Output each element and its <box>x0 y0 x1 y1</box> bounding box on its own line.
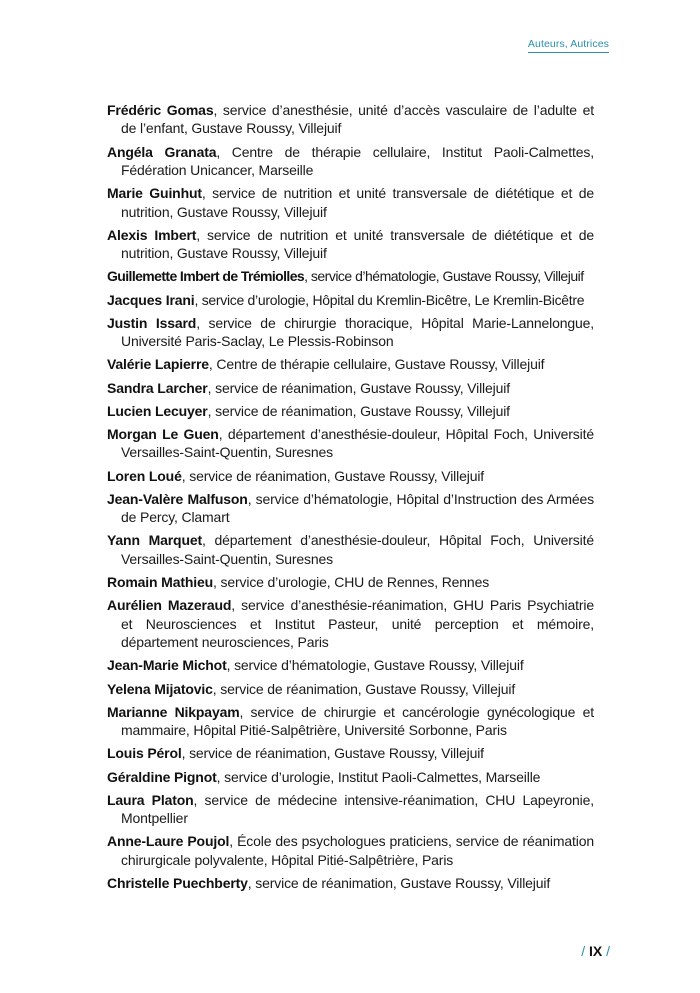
author-entry <box>107 379 594 397</box>
author-affiliation: , département d’anesthésie-douleur, Hôpital Foch, Université Versailles-Saint-Quentin, Suresnes <box>121 426 594 461</box>
author-entry <box>107 596 594 651</box>
author-affiliation: , Centre de thérapie cellulaire, Institut Paoli-Calmettes, Fédération Unicancer, Marseille <box>121 143 594 179</box>
author-affiliation: , service d’urologie, CHU de Rennes, Rennes <box>213 574 490 591</box>
author-name: Christelle Puechberty <box>107 874 248 891</box>
author-name: Angéla Granata <box>107 143 217 160</box>
author-name: Lucien Lecuyer <box>107 402 208 419</box>
author-entry <box>107 874 594 892</box>
author-name: Yelena Mijatovic <box>107 680 213 697</box>
author-affiliation: , service de réanimation, Gustave Roussy, Villejuif <box>207 379 510 396</box>
author-affiliation: , service d’hématologie, Gustave Roussy, Villejuif <box>226 657 524 674</box>
author-entry <box>107 355 594 373</box>
author-affiliation: , service de réanimation, Gustave Roussy, Villejuif <box>247 874 551 891</box>
author-name: Jean-Valère Malfuson <box>107 490 248 507</box>
author-affiliation: , service de nutrition et unité transversale de diététique et de nutrition, Gustave Roussy, Villejuif <box>121 185 594 220</box>
author-name: Frédéric Gomas <box>107 102 214 118</box>
author-entry <box>107 291 594 309</box>
page-number <box>581 943 610 959</box>
author-name: Morgan Le Guen <box>107 426 219 443</box>
author-name: Aurélien Mazeraud <box>107 597 232 614</box>
author-entry <box>107 703 594 740</box>
author-entry <box>107 744 594 762</box>
page-number-value: IX <box>588 943 603 959</box>
author-name: Valérie Lapierre <box>107 356 209 373</box>
author-affiliation: , service de médecine intensive-réanimation, CHU Lapeyronie, Montpellier <box>121 791 594 827</box>
running-header: Auteurs, Autrices <box>528 38 609 53</box>
author-affiliation: , service de chirurgie thoracique, Hôpital Marie-Lannelongue, Université Paris-Saclay, Le Plessis-Robinson <box>121 314 595 350</box>
author-name: Loren Loué <box>107 467 182 484</box>
author-name: Alexis Imbert <box>107 226 197 243</box>
author-entry <box>107 490 594 527</box>
author-name: Jacques Irani <box>107 291 195 308</box>
author-affiliation: , service d’urologie, Hôpital du Kremlin-Bicêtre, Le Kremlin-Bicêtre <box>194 291 585 308</box>
author-entry <box>107 573 594 591</box>
author-affiliation: , service d’hématologie, Hôpital d’Instruction des Armées de Percy, Clamart <box>121 490 594 526</box>
author-affiliation: , service de réanimation, Gustave Roussy, Villejuif <box>212 680 516 697</box>
author-name: Géraldine Pignot <box>107 768 217 785</box>
author-entry <box>107 531 594 568</box>
author-entry <box>107 267 594 285</box>
author-entry <box>107 226 594 263</box>
author-list <box>107 101 594 897</box>
author-name: Yann Marquet <box>107 532 203 549</box>
author-affiliation: , service de chirurgie et cancérologie gynécologique et mammaire, Hôpital Pitié-Salpêtrière, Université Sorbonne, Paris <box>121 703 594 739</box>
author-entry <box>107 791 594 828</box>
author-entry <box>107 101 594 138</box>
page-number-slash-left: / <box>581 943 586 959</box>
author-entry <box>107 768 594 786</box>
page-number-slash-right: / <box>606 943 610 959</box>
author-entry <box>107 832 594 869</box>
author-name: Romain Mathieu <box>107 574 214 591</box>
author-name: Laura Platon <box>107 791 194 808</box>
author-entry <box>107 184 594 221</box>
author-affiliation: , Centre de thérapie cellulaire, Gustave Roussy, Villejuif <box>208 356 545 373</box>
author-name: Anne-Laure Poujol <box>107 833 230 850</box>
author-affiliation: , département d’anesthésie-douleur, Hôpital Foch, Université Versailles-Saint-Quentin, Suresnes <box>121 532 594 567</box>
author-affiliation: , École des psychologues praticiens, service de réanimation chirurgicale polyvalente, Hôpital Pitié-Salpêtrière, Paris <box>121 833 594 868</box>
author-name: Justin Issard <box>107 314 197 331</box>
author-name: Marianne Nikpayam <box>107 703 240 720</box>
author-entry <box>107 467 594 485</box>
author-entry <box>107 143 594 180</box>
author-affiliation: , service d’hématologie, Gustave Roussy, Villejuif <box>304 268 584 285</box>
author-affiliation: , service d’anesthésie-réanimation, GHU Paris Psychiatrie et Neurosciences et Institut Pasteur, unité perception et mémoire, département neurosciences, Paris <box>121 597 594 651</box>
author-entry <box>107 314 594 351</box>
author-entry <box>107 680 594 698</box>
author-name: Sandra Larcher <box>107 379 208 396</box>
author-affiliation: , service de réanimation, Gustave Roussy, Villejuif <box>181 745 484 762</box>
author-entry <box>107 402 594 420</box>
author-name: Louis Pérol <box>107 745 182 762</box>
author-affiliation: , service de réanimation, Gustave Roussy, Villejuif <box>181 467 485 484</box>
author-name: Jean-Marie Michot <box>107 657 227 674</box>
author-entry <box>107 656 594 674</box>
author-entry <box>107 425 594 462</box>
author-affiliation: , service d’anesthésie, unité d’accès vasculaire de l’adulte et de l’enfant, Gustave Roussy, Villejuif <box>121 102 595 137</box>
author-name: Guillemette Imbert de Trémiolles <box>107 268 305 285</box>
author-name: Marie Guinhut <box>107 185 202 202</box>
author-affiliation: , service de réanimation, Gustave Roussy, Villejuif <box>207 402 510 419</box>
author-affiliation: , service de nutrition et unité transversale de diététique et de nutrition, Gustave Roussy, Villejuif <box>121 226 594 262</box>
author-affiliation: , service d’urologie, Institut Paoli-Calmettes, Marseille <box>216 768 541 785</box>
